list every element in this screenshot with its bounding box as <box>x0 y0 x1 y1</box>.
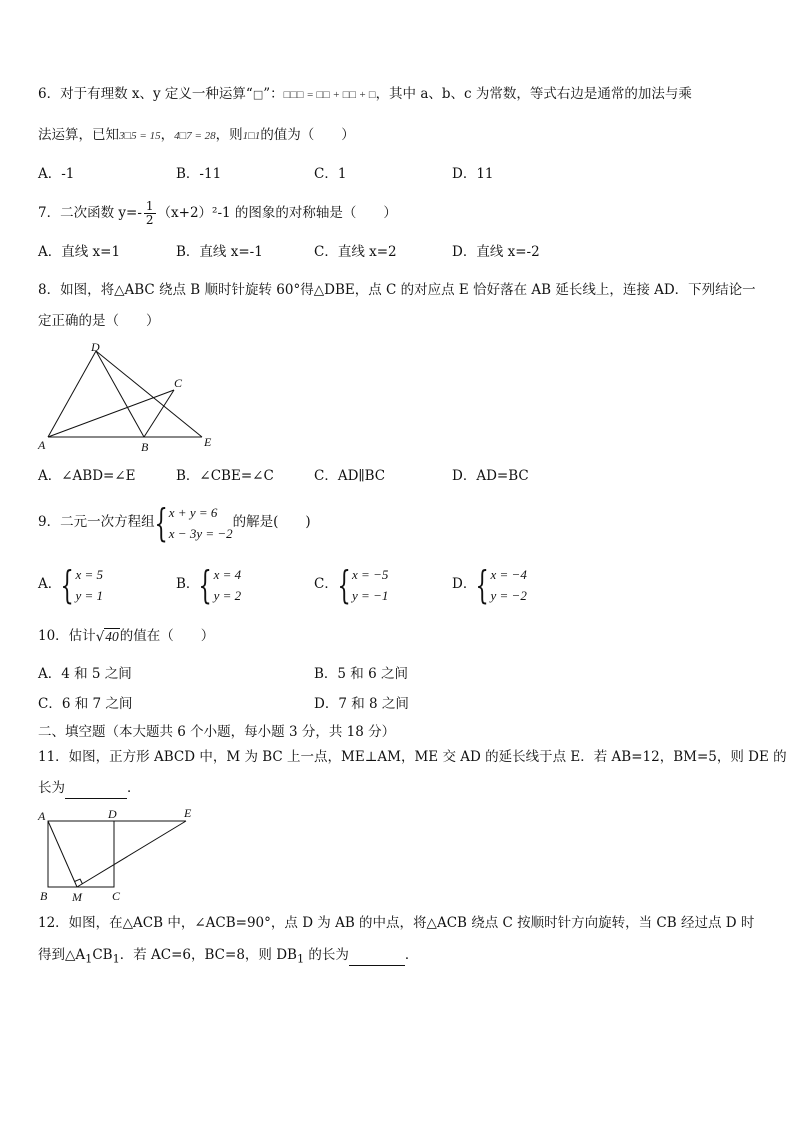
q8-segment-ac <box>48 390 174 437</box>
q11-label-e: E <box>184 806 192 820</box>
q6-operator: □ <box>252 88 264 101</box>
q9-option-a: A．{ x = 5 y = 1 <box>38 562 103 607</box>
q11-answer-blank[interactable] <box>65 778 127 799</box>
section-2-heading: 二、填空题（本大题共 6 个小题，每小题 3 分，共 18 分） <box>38 724 396 740</box>
q11-label-b: B <box>40 889 48 902</box>
q7-option-d: D．直线 x=-2 <box>452 244 540 260</box>
q12-line2: 得到$\triangle A_1CB_1$．若 AC=6，BC=8，则 $DB_1$ 的长为 ． <box>38 947 419 966</box>
q9-option-b: B．{ x = 4 y = 2 <box>176 562 242 607</box>
q9-system: x + y = 6 x − 3y = −2 <box>168 504 233 541</box>
q6-option-a: A．-1 <box>38 166 75 182</box>
q6-option-d: D．11 <box>452 166 494 182</box>
q8-line1: 8．如图，将△ABC 绕点 B 顺时针旋转 60°得△DBE，点 C 的对应点 E 恰好落在 AB 延长线上，连接 AD．下列结论一 <box>38 282 756 298</box>
q6-option-b: B．-11 <box>176 166 222 182</box>
q7-stem: 7．二次函数 y=- $\frac{1}{2}$ （x+2）²-1 的图象的对称轴是（ ） <box>38 199 397 227</box>
q6-line1: 6．对于有理数 x、y 定义一种运算“□”：□□□ = □□ + □□ + □，其中 a、b、c 为常数，等式右边是通常的加法与乘 <box>38 86 692 102</box>
q8-segment-db <box>96 351 144 437</box>
q10-option-b: B．5 和 6 之间 <box>314 666 408 682</box>
q6-formula: □□□ = □□ + □□ + □ <box>283 89 376 101</box>
q10-stem: 10．估计√40的值在（ ） <box>38 628 215 645</box>
q6-ask: 1□1 <box>242 130 261 142</box>
q8-line2: 定正确的是（ ） <box>38 313 160 329</box>
q11-line2: 长为 ． <box>38 778 141 799</box>
q8-option-a: A．∠ABD=∠E <box>38 468 136 484</box>
q7-option-b: B．直线 x=-1 <box>176 244 263 260</box>
q8-label-b: B <box>141 440 149 454</box>
q8-option-c: C．AD∥BC <box>314 468 386 484</box>
q11-segment-me <box>77 821 186 887</box>
q8-option-b: B．∠CBE=∠C <box>176 468 274 484</box>
q11-line1: 11．如图，正方形 ABCD 中，M 为 BC 上一点，ME⊥AM，ME 交 AD 的延长线于点 E．若 AB=12，BM=5，则 DE 的 <box>38 749 787 765</box>
q8-label-c: C <box>174 376 183 390</box>
q10-option-c: C．6 和 7 之间 <box>38 696 133 712</box>
q8-segment-bc <box>144 390 174 437</box>
q7-option-c: C．直线 x=2 <box>314 244 397 260</box>
q8-label-d: D <box>91 340 100 354</box>
q8-option-d: D．AD=BC <box>452 468 529 484</box>
q8-segment-de <box>96 351 202 437</box>
q11-segment-am <box>48 821 77 887</box>
q6-given-2: 4□7 = 28 <box>174 130 216 142</box>
q6-given-1: 3□5 = 15 <box>119 130 161 142</box>
q9-option-d: D．{ x = −4 y = −2 <box>452 562 527 607</box>
q10-option-d: D．7 和 8 之间 <box>314 696 409 712</box>
q11-label-a: A <box>38 809 46 823</box>
q11-figure <box>34 806 204 902</box>
q7-fraction: $\frac{1}{2}$ <box>145 199 154 227</box>
q11-square <box>48 821 114 887</box>
q6-option-c: C．1 <box>314 166 347 182</box>
q8-figure <box>34 340 224 455</box>
q10-sqrt: √40 <box>95 628 119 645</box>
q7-option-a: A．直线 x=1 <box>38 244 121 260</box>
q6-line2: 法运算，已知3□5 = 15，4□7 = 28，则1□1的值为（ ） <box>38 127 355 143</box>
q12-answer-blank[interactable] <box>349 945 405 966</box>
q11-label-d: D <box>108 807 117 821</box>
q11-label-c: C <box>112 889 121 902</box>
q9-brace: { <box>154 500 168 545</box>
q8-segment-ad <box>48 351 96 437</box>
q10-option-a: A．4 和 5 之间 <box>38 666 132 682</box>
q9-option-c: C．{ x = −5 y = −1 <box>314 562 389 607</box>
q11-label-m: M <box>72 890 82 902</box>
q12-line1: 12．如图，在△ACB 中，∠ACB=90°，点 D 为 AB 的中点，将△ACB 绕点 C 按顺时针方向旋转，当 CB 经过点 D 时 <box>38 915 755 931</box>
q8-label-e: E <box>204 435 212 449</box>
q8-label-a: A <box>38 438 46 452</box>
q9-stem: 9．二元一次方程组{ x + y = 6 x − 3y = −2 的解是( ) <box>38 500 311 545</box>
